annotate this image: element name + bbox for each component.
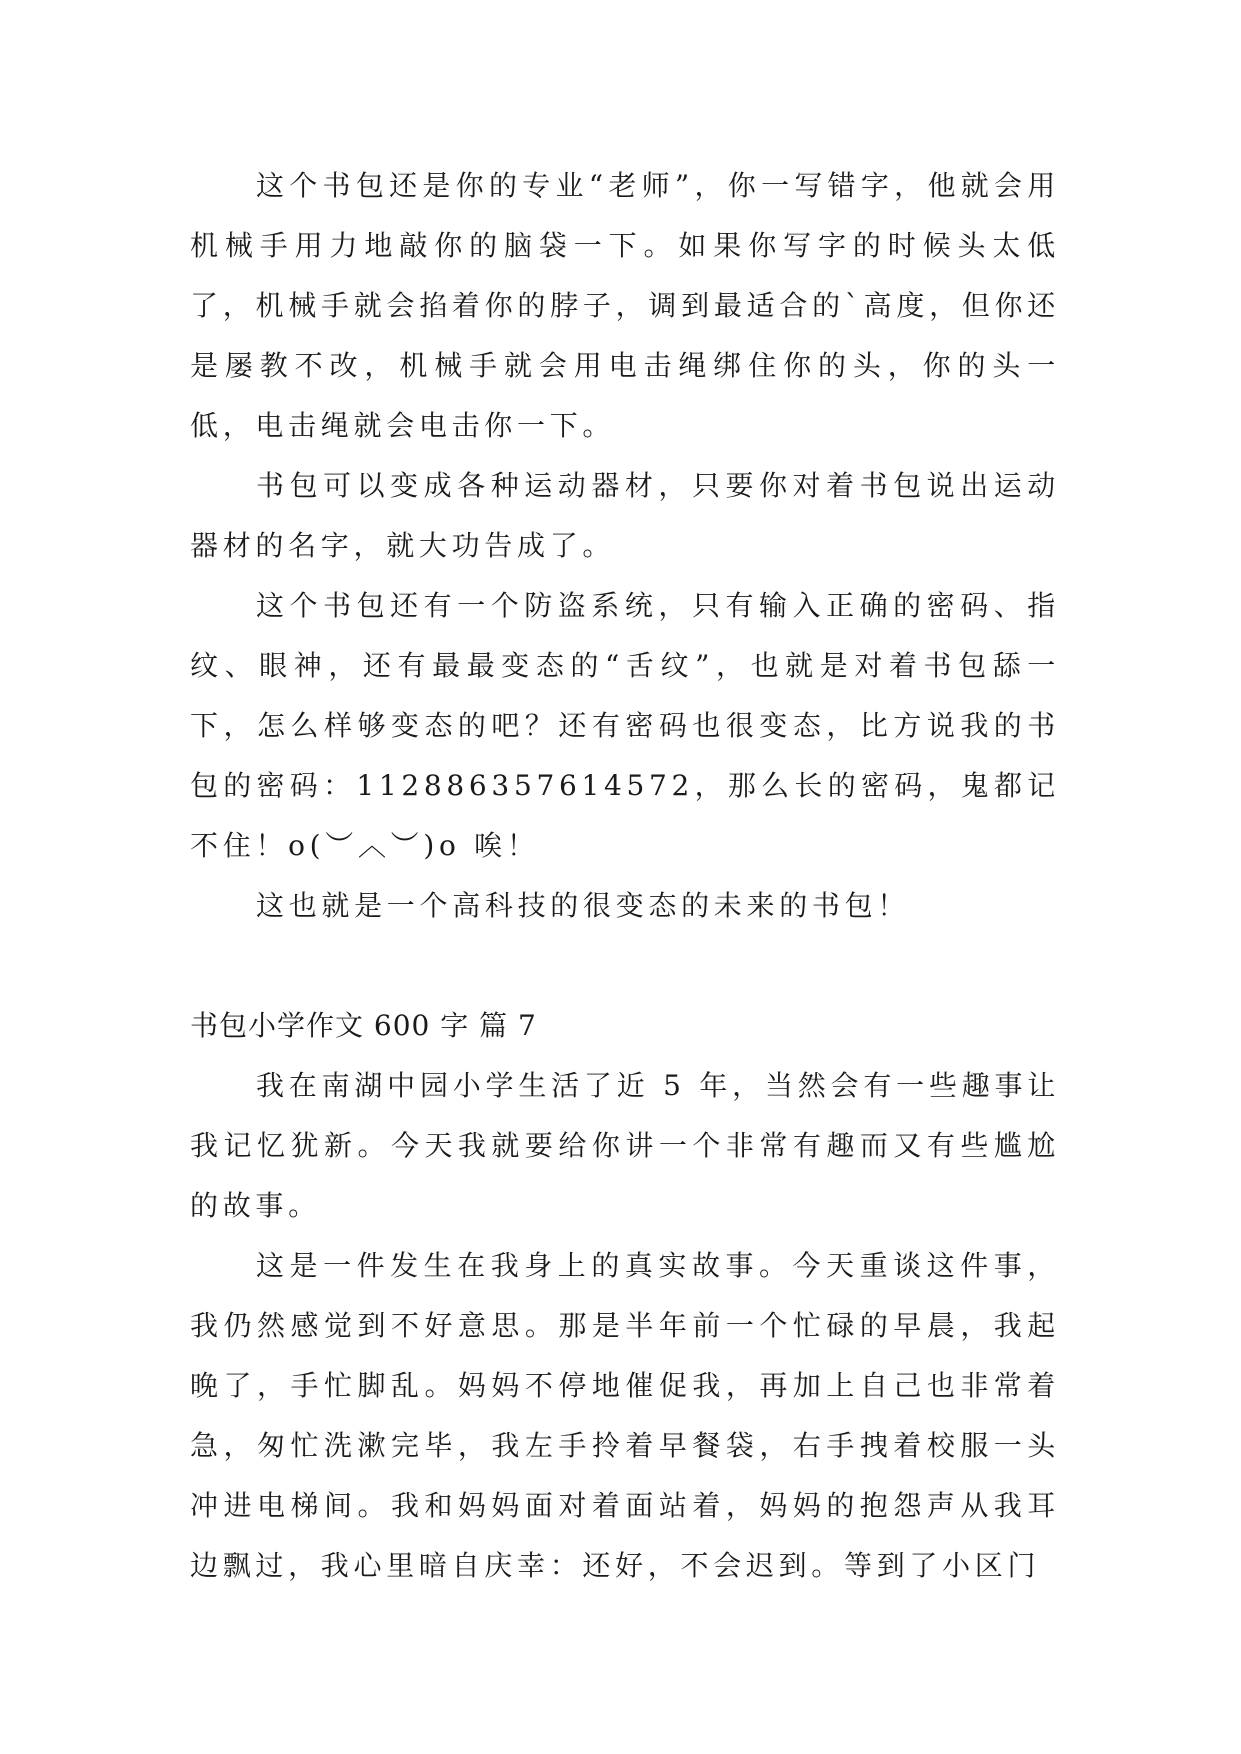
paragraph-anti-theft-system: 这个书包还有一个防盗系统，只有输入正确的密码、指纹、眼神，还有最最变态的“舌纹”，也就是对着书包舔一下，怎么样够变态的吧？还有密码也很变态，比方说我的书包的密码：112886357614572，那么长的密码，鬼都记不住！o(︶︿︶)o 唉！ [190, 589, 1060, 862]
paragraph-future-schoolbag: 这也就是一个高科技的很变态的未来的书包！ [256, 889, 911, 922]
section-heading: 书包小学作文 600 字 篇 7 [190, 1009, 537, 1042]
document-body [190, 156, 1060, 1596]
paragraph-true-story: 这是一件发生在我身上的真实故事。今天重谈这件事，我仍然感觉到不好意思。那是半年前一个忙碌的早晨，我起晚了，手忙脚乱。妈妈不停地催促我，再加上自己也非常着急，匆忙洗漱完毕，我左手拎着早餐袋，右手拽着校服一头冲进电梯间。我和妈妈面对着面站着，妈妈的抱怨声从我耳边飘过，我心里暗自庆幸：还好，不会迟到。等到了小区门 [190, 1249, 1060, 1582]
paragraph-school-life: 我在南湖中园小学生活了近 5 年，当然会有一些趣事让我记忆犹新。今天我就要给你讲一个非常有趣而又有些尴尬的故事。 [190, 1069, 1060, 1222]
paragraph-sports-equipment: 书包可以变成各种运动器材，只要你对着书包说出运动器材的名字，就大功告成了。 [190, 469, 1060, 562]
paragraph-schoolbag-teacher: 这个书包还是你的专业“老师”，你一写错字，他就会用机械手用力地敲你的脑袋一下。如果你写字的时候头太低了，机械手就会掐着你的脖子，调到最适合的`高度，但你还是屡教不改，机械手就会用电击绳绑住你的头，你的头一低，电击绳就会电击你一下。 [190, 169, 1060, 442]
